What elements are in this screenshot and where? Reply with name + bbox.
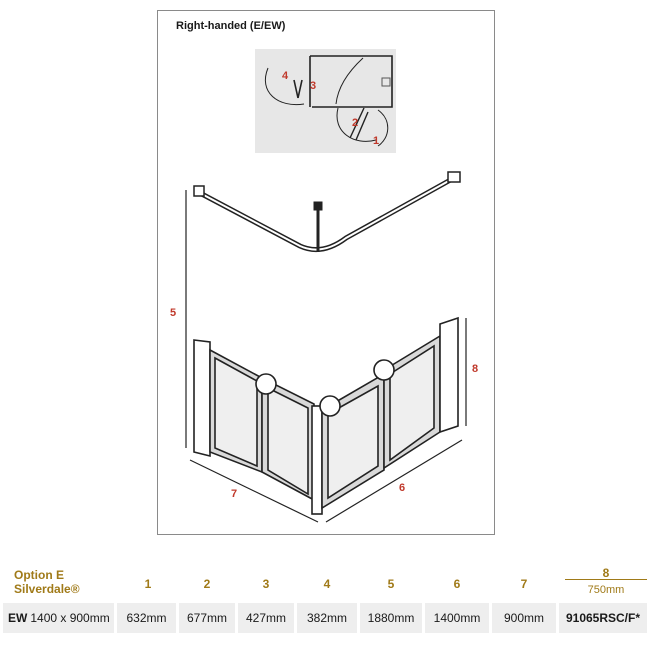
option-subtitle: Silverdale®: [14, 582, 80, 596]
row-size-cell: [3, 603, 114, 633]
plan-label-1: 1: [373, 135, 380, 147]
curtain-rail: [194, 172, 460, 252]
plan-tray-outline: [310, 56, 392, 107]
plan-label-2: 2: [352, 117, 359, 129]
row-size: 1400 x 900mm: [30, 611, 110, 625]
row-value-1: 632mm: [117, 603, 176, 633]
column-header-8: 8: [602, 566, 610, 580]
column-header-7: 7: [520, 577, 528, 591]
diagram-title: Right-handed (E/EW): [176, 20, 286, 32]
column-8-rule: [565, 579, 647, 580]
plan-arrow-head: [382, 78, 390, 86]
column-header-3: 3: [262, 577, 270, 591]
column-header-2: 2: [203, 577, 211, 591]
row-value-5: 1880mm: [360, 603, 422, 633]
dimension-label-5: 5: [170, 307, 177, 319]
screen-panels: [194, 318, 458, 514]
row-value-2: 677mm: [179, 603, 235, 633]
column-header-6: 6: [453, 577, 461, 591]
dimension-label-7: 7: [231, 488, 238, 500]
row-product-code: 91065RSC/F*: [559, 603, 647, 633]
column-header-5: 5: [387, 577, 395, 591]
option-title: Option E: [14, 568, 64, 582]
row-value-7: 900mm: [492, 603, 556, 633]
column-header-4: 4: [323, 577, 331, 591]
plan-label-3: 3: [310, 80, 317, 92]
plan-label-4: 4: [282, 70, 289, 82]
row-code: EW: [8, 611, 28, 625]
dimension-label-6: 6: [399, 482, 406, 494]
dimension-label-8: 8: [472, 363, 479, 375]
row-value-4: 382mm: [297, 603, 357, 633]
column-header-1: 1: [144, 577, 152, 591]
column-8-subtitle: 750mm: [587, 584, 625, 596]
row-value-3: 427mm: [238, 603, 294, 633]
row-value-6: 1400mm: [425, 603, 489, 633]
